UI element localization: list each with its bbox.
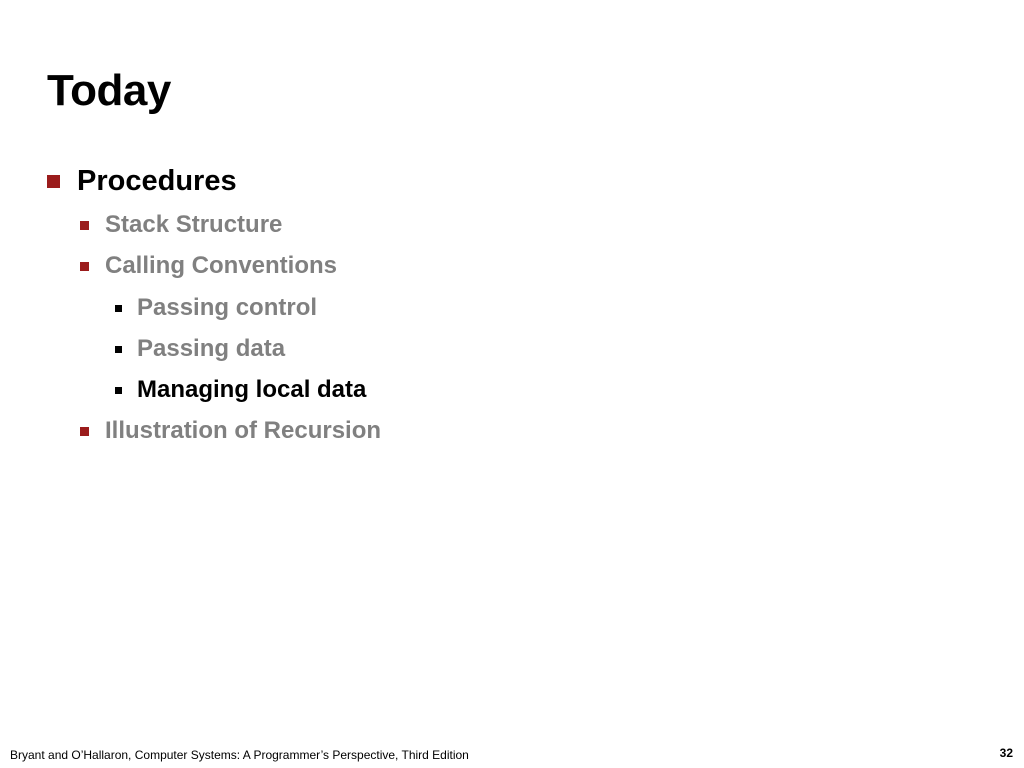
outline-item-stack-structure (80, 211, 282, 239)
square-bullet-icon (80, 262, 89, 271)
square-bullet-icon (80, 221, 89, 230)
outline-item-label: Passing data (137, 335, 286, 362)
outline-item-label: Illustration of Recursion (105, 417, 382, 444)
outline-item-label: Passing control (137, 294, 318, 321)
outline-item-passing-control (115, 294, 317, 322)
slide-footer: Bryant and O’Hallaron, Computer Systems: A Programmer’s Perspective, Third Edition (10, 748, 469, 762)
square-bullet-icon (115, 387, 122, 394)
outline-item-calling-conventions (80, 252, 337, 280)
outline-item-label: Procedures (77, 165, 237, 197)
square-bullet-icon (47, 175, 60, 188)
outline-item-label: Stack Structure (105, 211, 283, 238)
outline-item-passing-data (115, 335, 285, 363)
outline-item-illustration-of-recursion (80, 417, 381, 445)
outline-item-managing-local-data (115, 376, 366, 404)
outline-item-label: Calling Conventions (105, 252, 338, 279)
slide-title: Today (47, 66, 171, 115)
square-bullet-icon (115, 305, 122, 312)
square-bullet-icon (115, 346, 122, 353)
page-number: 32 (999, 746, 1013, 760)
outline-item-procedures (47, 165, 237, 198)
square-bullet-icon (80, 427, 89, 436)
outline-item-label: Managing local data (137, 376, 367, 403)
